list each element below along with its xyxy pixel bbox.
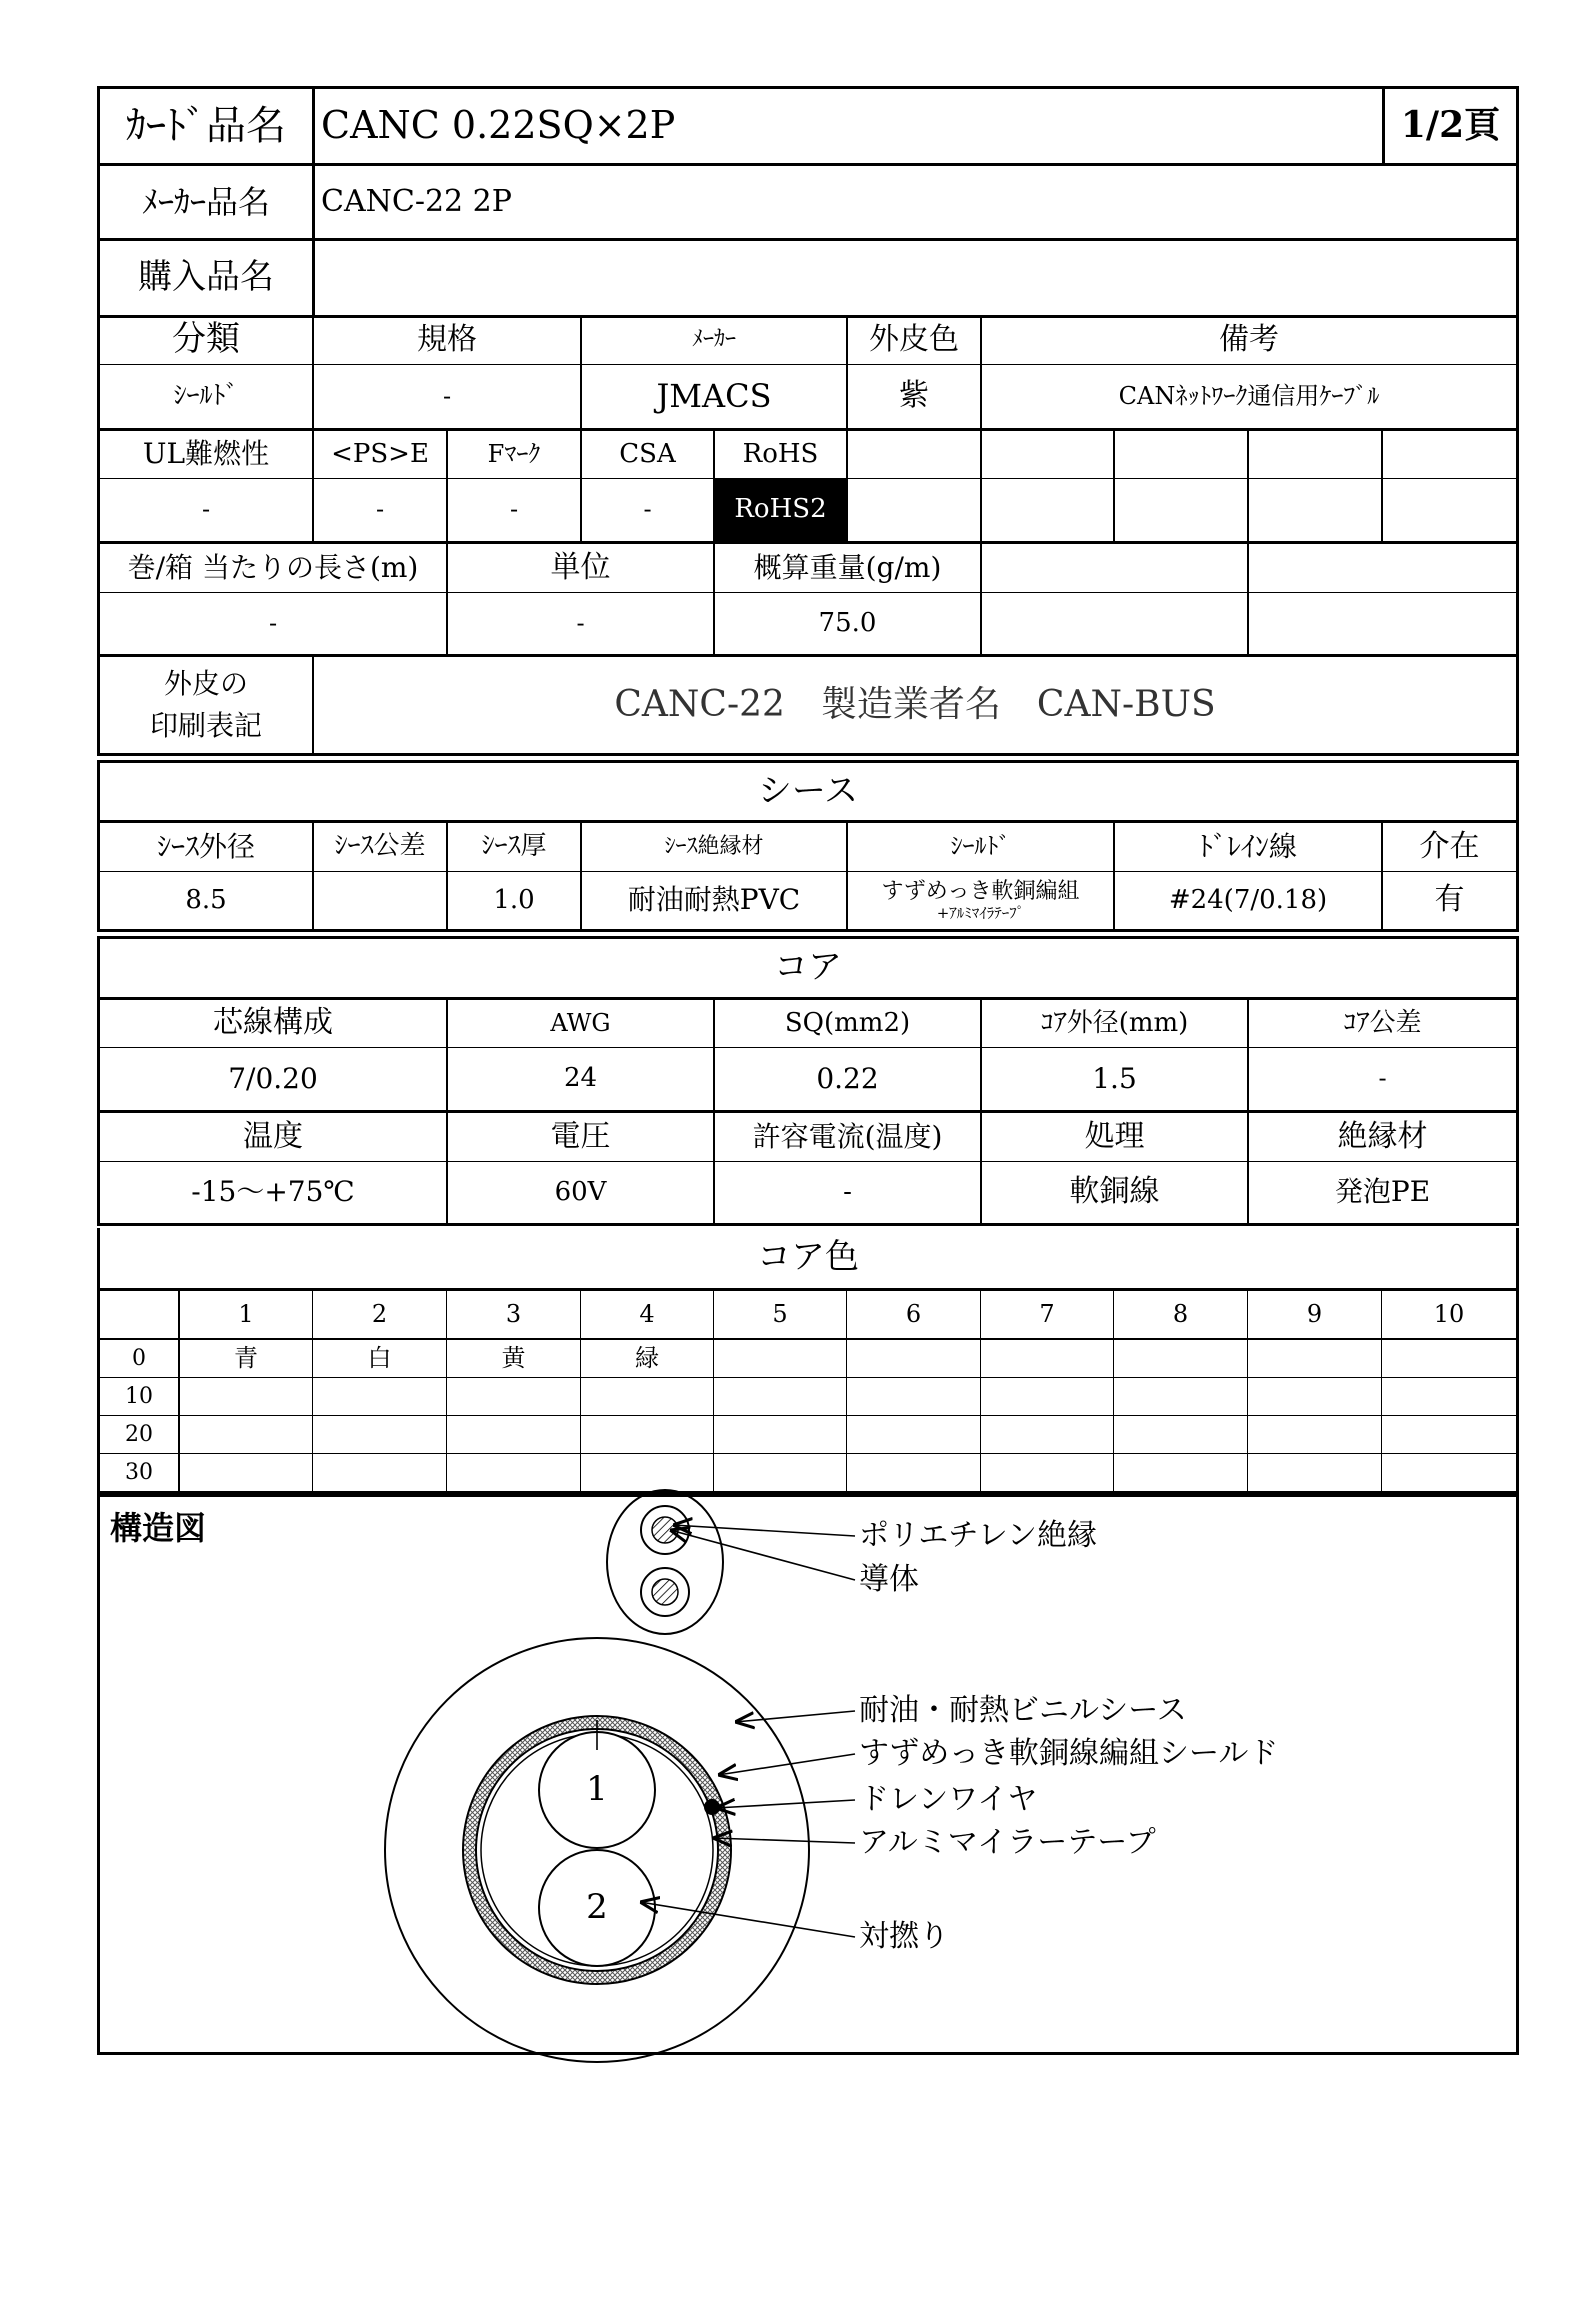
core-value-awg: 24: [563, 1063, 598, 1094]
maker-part-value: CANC-22 2P: [321, 183, 512, 219]
std-value-ul: -: [201, 495, 211, 524]
sheath-title: シース: [757, 770, 859, 811]
core-value-temp: -15～+75℃: [191, 1175, 355, 1209]
core-value-current: -: [843, 1176, 852, 1207]
core-color-cell: 緑: [635, 1343, 659, 1372]
sheath-header-thick: ｼｰｽ厚: [481, 831, 547, 862]
length-header-per-roll: 巻/箱 当たりの長さ(m): [127, 550, 419, 584]
core-color-col-header: 1: [238, 1299, 254, 1328]
core-color-cell: 青: [234, 1343, 258, 1372]
class-value-remarks: CANﾈｯﾄﾜｰｸ通信用ｹｰﾌﾞﾙ: [1118, 381, 1380, 410]
core-header-insulation: 絶縁材: [1337, 1118, 1428, 1154]
core-color-col-header: 4: [639, 1299, 655, 1328]
length-header-unit: 単位: [550, 549, 611, 585]
sheath-value-material: 耐油耐熱PVC: [627, 883, 801, 917]
length-header-weight: 概算重量(g/m): [753, 550, 942, 584]
std-header-ul: UL難燃性: [142, 437, 270, 471]
class-header-category: 分類: [172, 319, 240, 360]
core-value-sq: 0.22: [816, 1061, 879, 1095]
label-conductor: 導体: [859, 1561, 919, 1597]
core-header-strand: 芯線構成: [213, 1005, 333, 1041]
core-color-col-header: 5: [772, 1299, 788, 1328]
std-header-csa: CSA: [619, 438, 676, 469]
core-color-col-header: 6: [905, 1299, 922, 1328]
core-color-cell: 黄: [501, 1343, 526, 1372]
core-color-col-header: 10: [1433, 1299, 1465, 1328]
core-header-sq: SQ(mm2): [784, 1007, 911, 1038]
length-value-unit: -: [576, 608, 585, 637]
core-value-strand: 7/0.20: [228, 1061, 318, 1095]
label-sheath: 耐油・耐熱ビニルシース: [859, 1692, 1187, 1728]
std-header-pse: <PS>E: [331, 438, 429, 469]
class-header-standard: 規格: [417, 321, 477, 357]
structure-title: 構造図: [110, 1508, 207, 1547]
core-color-row-label: 30: [125, 1459, 153, 1485]
core-header-treatment: 処理: [1084, 1118, 1145, 1154]
card-name-value: CANC 0.22SQ×2P: [321, 103, 676, 148]
sheath-header-material: ｼｰｽ絶縁材: [664, 834, 764, 860]
core-header-voltage: 電圧: [550, 1118, 611, 1154]
cable-cross-section-large: [385, 1638, 809, 2062]
core-header-awg: AWG: [550, 1008, 611, 1037]
shield-line2: +ｱﾙﾐﾏｲﾗﾃｰﾌﾟ: [936, 903, 1025, 922]
label-twisted-pair: 対撚り: [859, 1918, 949, 1954]
core-2-label: 2: [586, 1887, 608, 1928]
length-value-per-roll: -: [268, 608, 278, 637]
sheath-header-filler: 介在: [1419, 828, 1480, 864]
core-color-col-header: 7: [1039, 1299, 1055, 1328]
core-1-label: 1: [586, 1769, 608, 1810]
core-value-tol: -: [1378, 1064, 1387, 1093]
sheath-value-od: 8.5: [185, 884, 227, 915]
core-header-od: ｺｱ外径(mm): [1040, 1007, 1189, 1038]
core-color-col-header: 8: [1172, 1299, 1189, 1328]
std-header-rohs: RoHS: [742, 438, 819, 469]
class-value-color: 紫: [899, 378, 929, 414]
twisted-pair-small-diagram: [607, 1490, 723, 1634]
std-value-rohs-badge: RoHS2: [715, 479, 846, 541]
length-value-weight: 75.0: [818, 607, 877, 638]
purchase-label: 購入品名: [138, 257, 274, 298]
class-header-remarks: 備考: [1219, 321, 1279, 357]
class-header-maker: ﾒｰｶｰ: [691, 327, 736, 353]
printing-label-line1: 外皮の: [163, 666, 248, 700]
core-value-od: 1.5: [1092, 1061, 1137, 1095]
std-header-fmark: Fﾏｰｸ: [487, 439, 541, 468]
core-color-row-label: 10: [125, 1383, 153, 1409]
class-value-standard: -: [442, 381, 452, 410]
sheath-header-od: ｼｰｽ外径: [156, 829, 255, 863]
sheath-header-tol: ｼｰｽ公差: [334, 831, 426, 862]
core-color-row-label: 0: [132, 1345, 146, 1371]
sheath-value-thick: 1.0: [493, 884, 535, 915]
sheath-value-drain: #24(7/0.18): [1168, 884, 1328, 915]
std-value-csa: -: [643, 495, 652, 524]
core-color-title: コア色: [757, 1237, 859, 1278]
core-value-treatment: 軟銅線: [1069, 1174, 1160, 1210]
std-value-pse: -: [375, 495, 385, 524]
sheath-header-drain: ﾄﾞﾚｲﾝ線: [1198, 829, 1297, 863]
sheath-header-shield: ｼｰﾙﾄﾞ: [950, 832, 1011, 861]
core-title: コア: [774, 947, 842, 988]
maker-part-label: ﾒｰｶｰ品名: [141, 182, 270, 221]
core-color-cell: 白: [367, 1343, 392, 1372]
core-value-voltage: 60V: [554, 1176, 607, 1207]
class-value-category: ｼｰﾙﾄﾞ: [173, 380, 239, 411]
label-al-mylar: アルミマイラーテープ: [859, 1824, 1156, 1860]
shield-line1: すずめっき軟銅編組: [881, 879, 1080, 905]
label-drain-wire: ドレンワイヤ: [859, 1781, 1038, 1817]
class-header-color: 外皮色: [869, 321, 959, 357]
core-header-tol: ｺｱ公差: [1343, 1007, 1422, 1038]
card-name-label: ｶｰﾄﾞ品名: [126, 103, 286, 149]
sheath-value-filler: 有: [1434, 882, 1465, 918]
core-header-current: 許容電流(温度): [752, 1119, 943, 1153]
core-value-insulation: 発泡PE: [1334, 1175, 1431, 1209]
core-color-col-header: 3: [505, 1299, 522, 1328]
class-value-maker: JMACS: [656, 377, 772, 416]
core-color-col-header: 9: [1306, 1299, 1323, 1328]
printing-label-line2: 印刷表記: [149, 709, 262, 742]
label-braid-shield: すずめっき軟銅線編組シールド: [859, 1735, 1279, 1771]
core-header-temp: 温度: [243, 1118, 303, 1154]
std-value-fmark: -: [509, 495, 519, 524]
core-color-row-label: 20: [125, 1421, 153, 1447]
printing-value: CANC-22 製造業者名 CAN-BUS: [614, 684, 1216, 726]
label-pe-insulation: ポリエチレン絶縁: [859, 1517, 1098, 1553]
page-number: 1/2頁: [1400, 104, 1501, 147]
core-color-col-header: 2: [371, 1299, 388, 1328]
